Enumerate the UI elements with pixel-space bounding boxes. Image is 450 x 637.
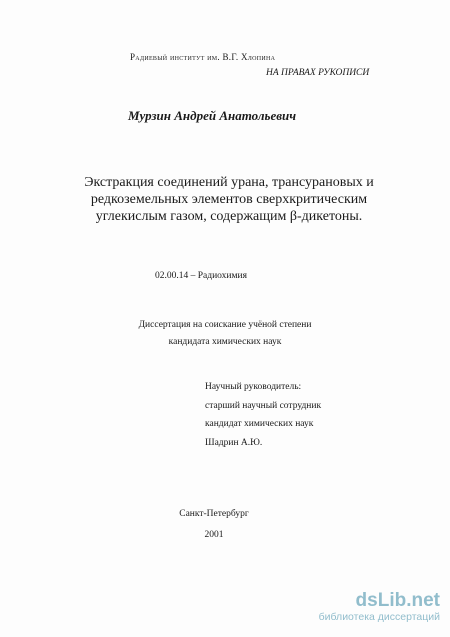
dissertation-title (40, 174, 418, 225)
supervisor-line: кандидат химических наук (205, 419, 314, 429)
supervisor-block (205, 378, 321, 452)
supervisor-line: Шадрин А.Ю. (205, 437, 263, 448)
watermark-subtitle: библиотека диссертаций (318, 611, 440, 623)
author-name: Мурзин Андрей Анатольевич (128, 108, 297, 123)
watermark (319, 591, 440, 624)
supervisor-line: Научный руководитель: (205, 382, 302, 392)
title-line: Экстракция соединений урана, трансурановых и (84, 175, 374, 190)
manuscript-rights-note: НА ПРАВАХ РУКОПИСИ (266, 68, 370, 78)
title-line: редкоземельных элементов сверхкритическим (90, 192, 368, 207)
supervisor-line: старший научный сотрудник (205, 400, 322, 411)
degree-line: Диссертация на соискание учёной степени (138, 320, 312, 330)
specialty-code: 02.00.14 – Радиохимия (155, 271, 247, 281)
institute-name: Радиевый институт им. В.Г. Хлопина (130, 52, 276, 62)
watermark-logo: dsLib.net (355, 590, 440, 611)
place-and-year (160, 504, 268, 546)
city: Санкт-Петербург (179, 509, 249, 519)
title-line: углекислым газом, содержащим β-дикетоны. (95, 209, 363, 224)
year: 2001 (204, 530, 224, 540)
degree-statement (60, 317, 390, 351)
degree-line: кандидата химических наук (168, 337, 282, 347)
